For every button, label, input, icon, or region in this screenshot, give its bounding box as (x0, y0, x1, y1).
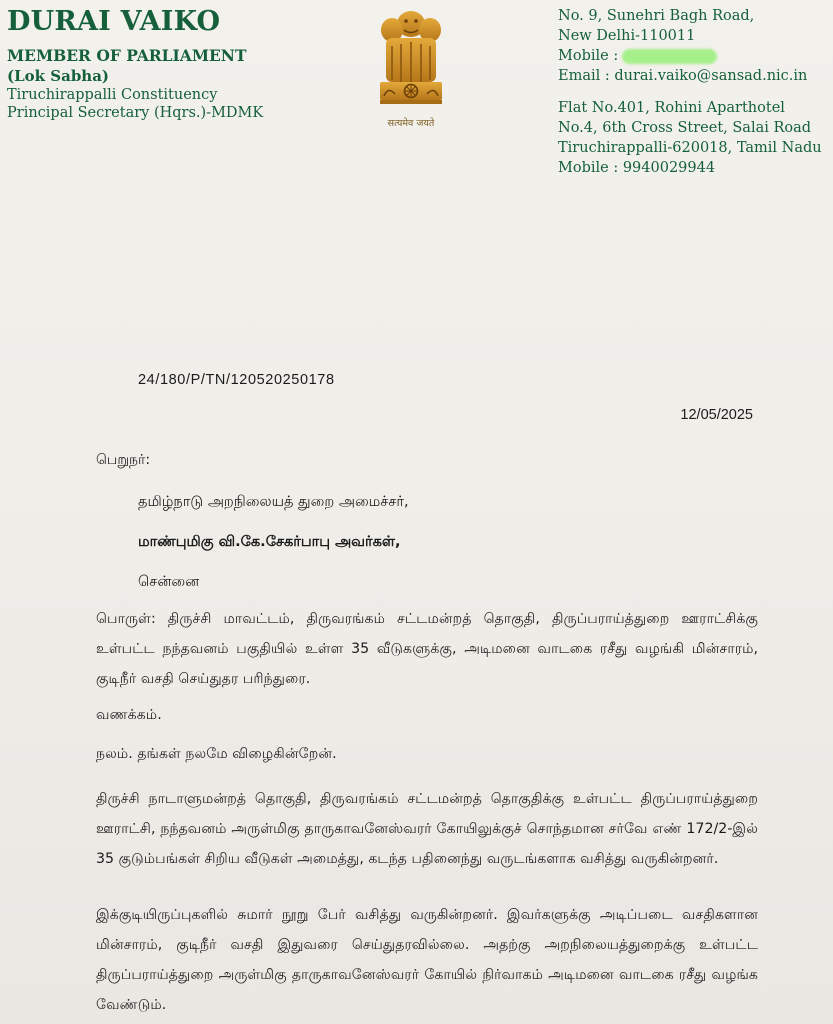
sender-house: (Lok Sabha) (7, 67, 110, 85)
delhi-mobile-line (558, 46, 830, 66)
local-mobile-line: Mobile : 9940029944 (558, 160, 716, 176)
letter-date: 12/05/2025 (680, 407, 753, 423)
recipient-city: சென்னை (138, 574, 200, 590)
body-paragraph-2: இக்குடியிருப்புகளில் சுமார் நூறு பேர் வசித்து வருகின்றனர். இவர்களுக்கு அடிப்படை வசதிகளான மின்சாரம், குடிநீர் வசதி இதுவரை செய்துதரவில்லை. அதற்கு அறநிலையத்துறைக்கு உள்பட்ட திருப்பராய்த்துறை அருள்மிகு தாருகாவனேஸ்வரர் கோயில் நிர்வாகம் அடிமனை வாடகை ரசீது வழங்க வேண்டும். (96, 907, 758, 1013)
delhi-address-line1: No. 9, Sunehri Bagh Road, (558, 8, 755, 24)
reference-number: 24/180/P/TN/120520250178 (138, 372, 335, 388)
email-line: Email : durai.vaiko@sansad.nic.in (558, 68, 808, 84)
local-address-line1: Flat No.401, Rohini Aparthotel (558, 100, 785, 116)
local-address-line2: No.4, 6th Cross Street, Salai Road (558, 120, 812, 136)
recipient-name: மாண்புமிகு வி.கே.சேகர்பாபு அவர்கள், (138, 534, 401, 550)
sender-designation: MEMBER OF PARLIAMENT (7, 46, 247, 65)
letterhead-address-block (558, 6, 830, 178)
sender-party-role: Principal Secretary (Hqrs.)-MDMK (7, 105, 264, 121)
delhi-address-line2: New Delhi-110011 (558, 28, 696, 44)
salutation: வணக்கம். (96, 707, 162, 723)
sender-constituency: Tiruchirappalli Constituency (7, 87, 218, 103)
sender-name: DURAI VAIKO (7, 6, 221, 37)
redacted-mobile-number (622, 49, 717, 64)
greeting-wish: நலம். தங்கள் நலமே விழைகின்றேன். (96, 746, 337, 762)
delhi-mobile-label: Mobile : (558, 48, 619, 64)
local-address-line3: Tiruchirappalli-620018, Tamil Nadu (558, 140, 822, 156)
recipient-title: தமிழ்நாடு அறநிலையத் துறை அமைச்சர், (138, 494, 409, 510)
recipient-label: பெறுநர்: (96, 452, 151, 468)
emblem-motto: सत्यमेव जयते (387, 118, 435, 129)
body-paragraph-1: திருச்சி நாடாளுமன்றத் தொகுதி, திருவரங்கம் சட்டமன்றத் தொகுதிக்கு உள்பட்ட திருப்பராய்த்துறை ஊராட்சி, நந்தவனம் அருள்மிகு தாருகாவனேஸ்வரர் கோயிலுக்குச் சொந்தமான சர்வே எண் 172/2-இல் 35 குடும்பங்கள் சிறிய வீடுகள் அமைத்து, கடந்த பதினைந்து வருடங்களாக வசித்து வருகின்றனர். (96, 791, 758, 867)
letter-subject: பொருள்: திருச்சி மாவட்டம், திருவரங்கம் சட்டமன்றத் தொகுதி, திருப்பராய்த்துறை ஊராட்சிக்கு உள்பட்ட நந்தவனம் பகுதியில் உள்ள 35 வீடுகளுக்கு, அடிமனை வாடகை ரசீது வழங்கி மின்சாரம், குடிநீர் வசதி செய்துதர பரிந்துரை. (96, 611, 758, 687)
letterhead-sender-block (7, 6, 337, 122)
